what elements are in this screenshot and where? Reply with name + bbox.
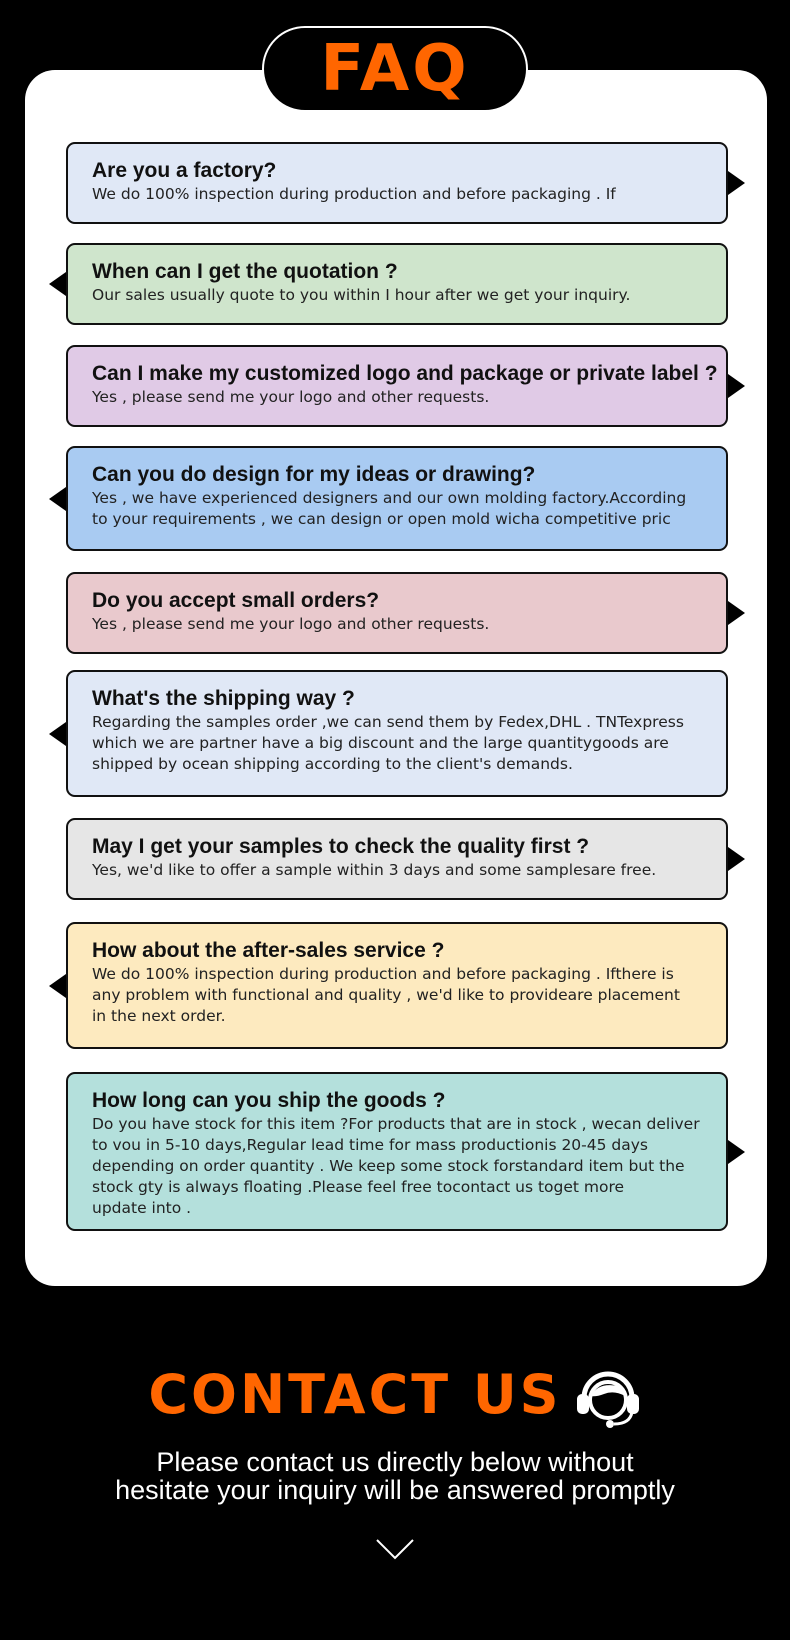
faq-question: Can I make my customized logo and package or private label ? bbox=[92, 362, 718, 385]
customer-support-headset-icon bbox=[574, 1360, 642, 1430]
faq-question: What's the shipping way ? bbox=[92, 687, 355, 710]
contact-line-2: hesitate your inquiry will be answered promptly bbox=[115, 1475, 675, 1505]
contact-title: CONTACT US bbox=[148, 1363, 562, 1426]
faq-item[interactable] bbox=[66, 142, 728, 224]
contact-header bbox=[0, 1350, 790, 1440]
faq-item[interactable] bbox=[66, 446, 728, 551]
contact-message bbox=[0, 1448, 790, 1504]
faq-question: Do you accept small orders? bbox=[92, 589, 380, 612]
arrow-right-icon bbox=[728, 601, 745, 625]
faq-answer: Yes , we have experienced designers and our own molding factory.According to your requirements , we can design or open mold wicha competitive pric bbox=[92, 489, 687, 528]
arrow-left-icon bbox=[49, 487, 66, 511]
arrow-left-icon bbox=[49, 974, 66, 998]
faq-question: How long can you ship the goods ? bbox=[92, 1089, 446, 1112]
faq-item[interactable] bbox=[66, 572, 728, 654]
faq-title-pill bbox=[262, 26, 528, 112]
faq-question: When can I get the quotation ? bbox=[92, 260, 398, 283]
faq-item[interactable] bbox=[66, 1072, 728, 1231]
faq-answer: Our sales usually quote to you within I hour after we get your inquiry. bbox=[92, 286, 631, 304]
faq-title: FAQ bbox=[320, 32, 470, 106]
faq-answer: Do you have stock for this item ?For products that are in stock , wecan deliver to vou in 5-10 days,Regular lead time for mass productionis 20-45 days depending on order quantity . We keep some stock forstandard item but the stock gty is always floating .Please feel free tocontact us toget more update into . bbox=[92, 1115, 700, 1217]
arrow-left-icon bbox=[49, 722, 66, 746]
arrow-right-icon bbox=[728, 374, 745, 398]
contact-line-1: Please contact us directly below without bbox=[156, 1447, 634, 1477]
faq-answer: Yes , please send me your logo and other requests. bbox=[92, 615, 490, 633]
faq-answer: Regarding the samples order ,we can send them by Fedex,DHL . TNTexpress which we are partner have a big discount and the large quantitygoods are shipped by ocean shipping according to the client's demands. bbox=[92, 713, 684, 773]
faq-question: How about the after-sales service ? bbox=[92, 939, 445, 962]
arrow-right-icon bbox=[728, 1140, 745, 1164]
chevron-down-icon[interactable] bbox=[375, 1538, 415, 1560]
faq-question: Can you do design for my ideas or drawing? bbox=[92, 463, 536, 486]
faq-question: Are you a factory? bbox=[92, 159, 277, 182]
faq-item[interactable] bbox=[66, 818, 728, 900]
faq-answer: Yes , please send me your logo and other requests. bbox=[92, 388, 490, 406]
faq-answer: Yes, we'd like to offer a sample within 3 days and some samplesare free. bbox=[92, 861, 657, 879]
faq-item[interactable] bbox=[66, 243, 728, 325]
faq-item[interactable] bbox=[66, 922, 728, 1049]
faq-answer: We do 100% inspection during production and before packaging . Ifthere is any problem with functional and quality , we'd like to provideare placement in the next order. bbox=[92, 965, 680, 1025]
arrow-left-icon bbox=[49, 272, 66, 296]
faq-answer: We do 100% inspection during production and before packaging . If bbox=[92, 185, 616, 203]
faq-item[interactable] bbox=[66, 345, 728, 427]
arrow-right-icon bbox=[728, 847, 745, 871]
arrow-right-icon bbox=[728, 171, 745, 195]
faq-question: May I get your samples to check the quality first ? bbox=[92, 835, 590, 858]
faq-item[interactable] bbox=[66, 670, 728, 797]
